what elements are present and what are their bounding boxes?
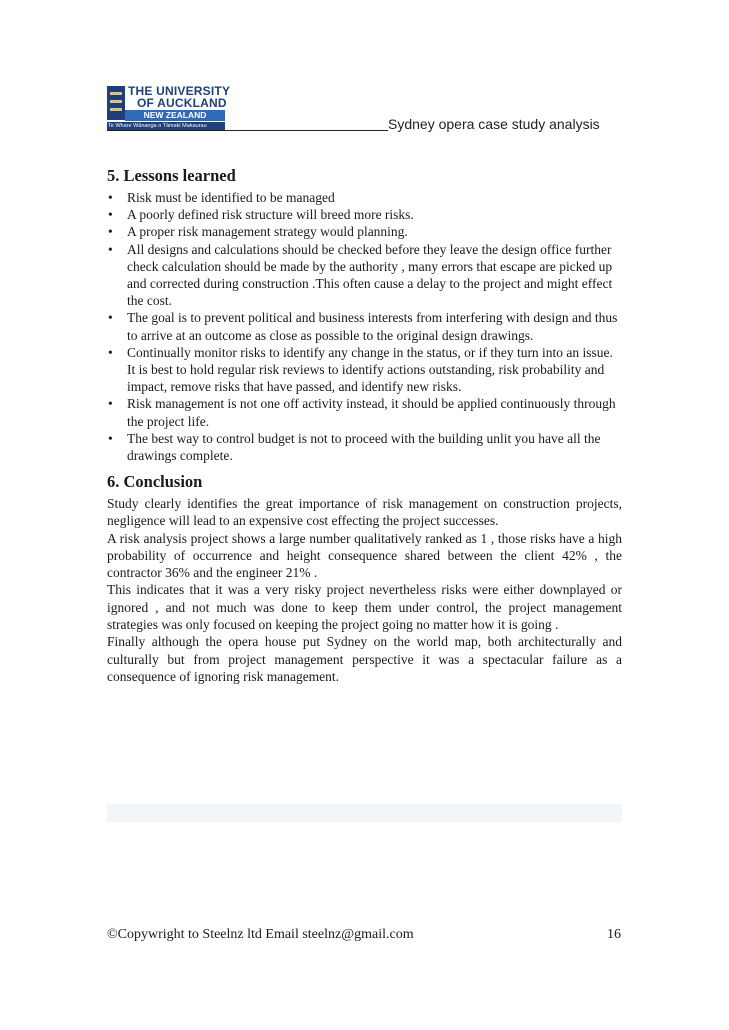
paragraph: Study clearly identifies the great importance of risk management on construction projects, negligence will lead to an expensive cost effecting the project successes. (107, 496, 622, 529)
conclusion-body (107, 495, 622, 685)
list-item: • A proper risk management strategy would planning. (108, 224, 408, 240)
paragraph: A risk analysis project shows a large number qualitatively ranked as 1 , those risks have a high probability of occurrence and height consequence shared between the client 42% , the contractor 36% and the engineer 21% . (107, 530, 622, 581)
crest-icon (107, 86, 125, 120)
conclusion-heading: 6. Conclusion (107, 472, 203, 491)
list-item: • Continually monitor risks to identify any change in the status, or if they turn into an issue. It is best to hold regular risk reviews to identify actions outstanding, risk probability and impact, remove risks that have passed, and identify new risks. (108, 344, 613, 395)
blank-shaded-block (107, 804, 622, 822)
paragraph: Finally although the opera house put Sydney on the world map, both architecturally and culturally but from project management perspective it was a spectacular failure as a consequence of ignoring risk management. (107, 634, 622, 684)
logo-subtitle: Te Whare Wānanga o Tāmaki Makaurau (107, 122, 225, 130)
list-item: • The goal is to prevent political and business interests from interfering with design and thus to arrive at an outcome as close as possible to the original design drawings. (108, 310, 618, 343)
list-item: • Risk must be identified to be managed (108, 190, 335, 205)
list-item: • Risk management is not one off activity instead, it should be applied continuously through the project life. (108, 396, 616, 429)
logo-line2: OF AUCKLAND (137, 96, 227, 110)
paragraph: This indicates that it was a very risky project nevertheless risks were either downplayed or ignored , and not much was done to keep them under control, the project management strategies was only focused on keeping the project going no matter how it is going . (107, 582, 622, 633)
lessons-list (107, 189, 623, 464)
header-divider (107, 130, 388, 131)
logo-line1: THE UNIVERSITY (128, 84, 231, 98)
footer-copyright: ©Copywright to Steelnz ltd Email steelnz@gmail.com (107, 927, 414, 942)
lessons-heading: 5. Lessons learned (107, 166, 236, 185)
list-item: • The best way to control budget is not to proceed with the building unlit you have all the drawings complete. (108, 430, 601, 464)
list-item: • All designs and calculations should be checked before they leave the design office further check calculation should be made by the authority , many errors that escape are picked up and corrected during construction .This often cause a delay to the project and might effect the cost. (108, 241, 613, 309)
university-logo (107, 84, 231, 130)
page-number: 16 (607, 927, 621, 942)
list-item: • A poorly defined risk structure will breed more risks. (108, 207, 414, 223)
logo-banner: NEW ZEALAND (125, 110, 225, 121)
document-title: Sydney opera case study analysis (388, 116, 600, 132)
